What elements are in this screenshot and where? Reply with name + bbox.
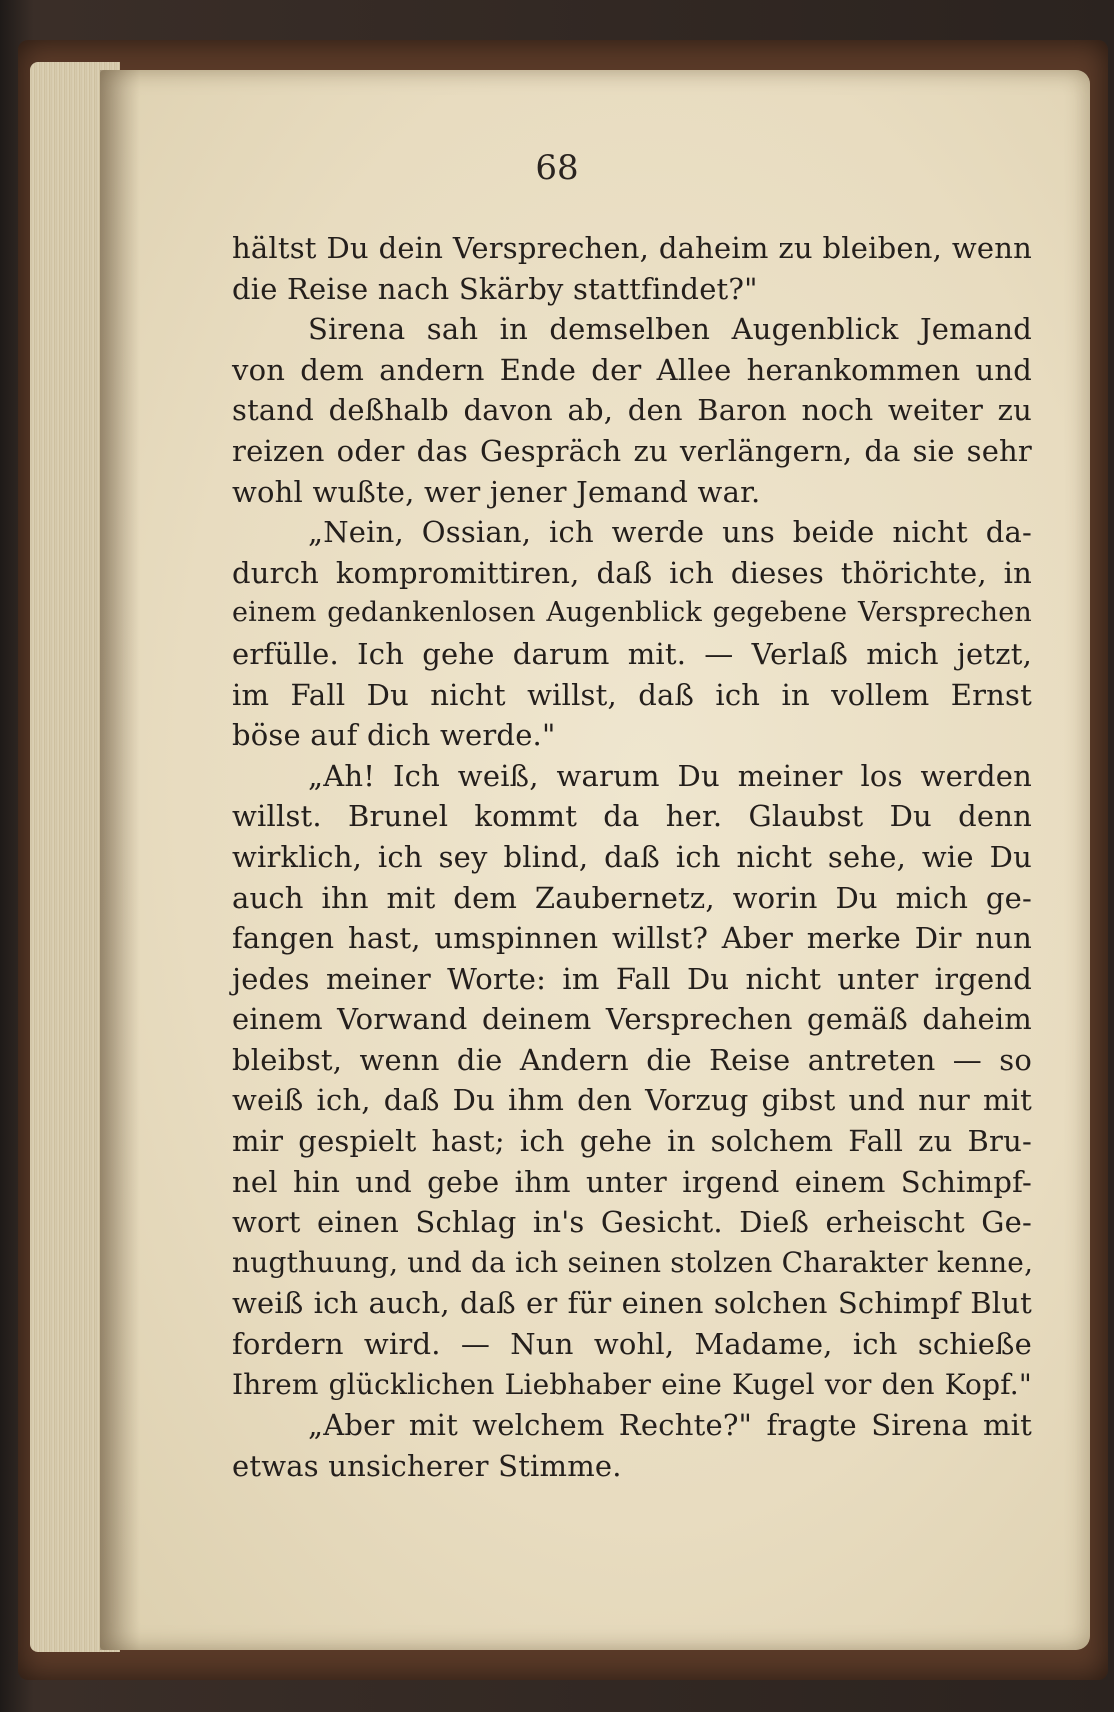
page-number: 68 bbox=[535, 148, 579, 188]
text-line: „Aber mit welchem Rechte?" fragte Sirena mit bbox=[308, 1408, 1032, 1443]
text-line: auch ihn mit dem Zaubernetz, worin Du mich ge- bbox=[232, 880, 1032, 915]
text-line: Ihrem glücklichen Liebhaber eine Kugel vor den Kopf." bbox=[232, 1367, 1032, 1401]
text-line: mir gespielt hast; ich gehe in solchem Fall zu Bru- bbox=[232, 1124, 1032, 1159]
text-line: jedes meiner Worte: im Fall Du nicht unter irgend bbox=[232, 961, 1032, 996]
text-line: wort einen Schlag in's Gesicht. Dieß erheischt Ge- bbox=[232, 1205, 1032, 1240]
text-line: nel hin und gebe ihm unter irgend einem Schimpf- bbox=[232, 1164, 1032, 1199]
text-line: wirklich, ich sey blind, daß ich nicht sehe, wie Du bbox=[232, 839, 1032, 874]
text-line: durch kompromittiren, daß ich dieses thörichte, in bbox=[232, 555, 1032, 590]
text-line: „Nein, Ossian, ich werde uns beide nicht da- bbox=[308, 515, 1032, 550]
text-line: von dem andern Ende der Allee herankommen und bbox=[232, 352, 1032, 387]
text-line: böse auf dich werde." bbox=[232, 718, 556, 753]
text-line: stand deßhalb davon ab, den Baron noch weiter zu bbox=[232, 393, 1032, 428]
text-line: bleibst, wenn die Andern die Reise antreten — so bbox=[232, 1042, 1032, 1077]
text-line: einem Vorwand deinem Versprechen gemäß daheim bbox=[232, 1002, 1032, 1037]
text-line: weiß ich auch, daß er für einen solchen Schimpf Blut bbox=[232, 1286, 1032, 1321]
text-line: weiß ich, daß Du ihm den Vorzug gibst und nur mit bbox=[232, 1083, 1032, 1118]
text-line: willst. Brunel kommt da her. Glaubst Du denn bbox=[232, 799, 1032, 834]
text-line: wohl wußte, wer jener Jemand war. bbox=[232, 474, 761, 509]
text-line: Sirena sah in demselben Augenblick Jemand bbox=[308, 312, 1032, 347]
text-line: reizen oder das Gespräch zu verlängern, da sie sehr bbox=[232, 433, 1032, 468]
body-text bbox=[232, 228, 1032, 1486]
text-line: die Reise nach Skärby stattfindet?" bbox=[232, 271, 758, 306]
text-line: fangen hast, umspinnen willst? Aber merke Dir nun bbox=[232, 921, 1032, 956]
text-line: erfülle. Ich gehe darum mit. — Verlaß mich jetzt, bbox=[232, 636, 1032, 671]
gutter-shadow bbox=[100, 70, 140, 1650]
text-line: fordern wird. — Nun wohl, Madame, ich schieße bbox=[232, 1327, 1032, 1362]
text-line: „Ah! Ich weiß, warum Du meiner los werden bbox=[308, 758, 1032, 793]
text-line: einem gedankenlosen Augenblick gegebene Versprechen bbox=[232, 597, 1032, 629]
text-line: nugthuung, und da ich seinen stolzen Charakter kenne, bbox=[232, 1245, 1034, 1279]
text-line: etwas unsicherer Stimme. bbox=[232, 1448, 622, 1483]
text-line: im Fall Du nicht willst, daß ich in vollem Ernst bbox=[232, 677, 1032, 712]
text-line: hältst Du dein Versprechen, daheim zu bleiben, wenn bbox=[232, 231, 1032, 265]
